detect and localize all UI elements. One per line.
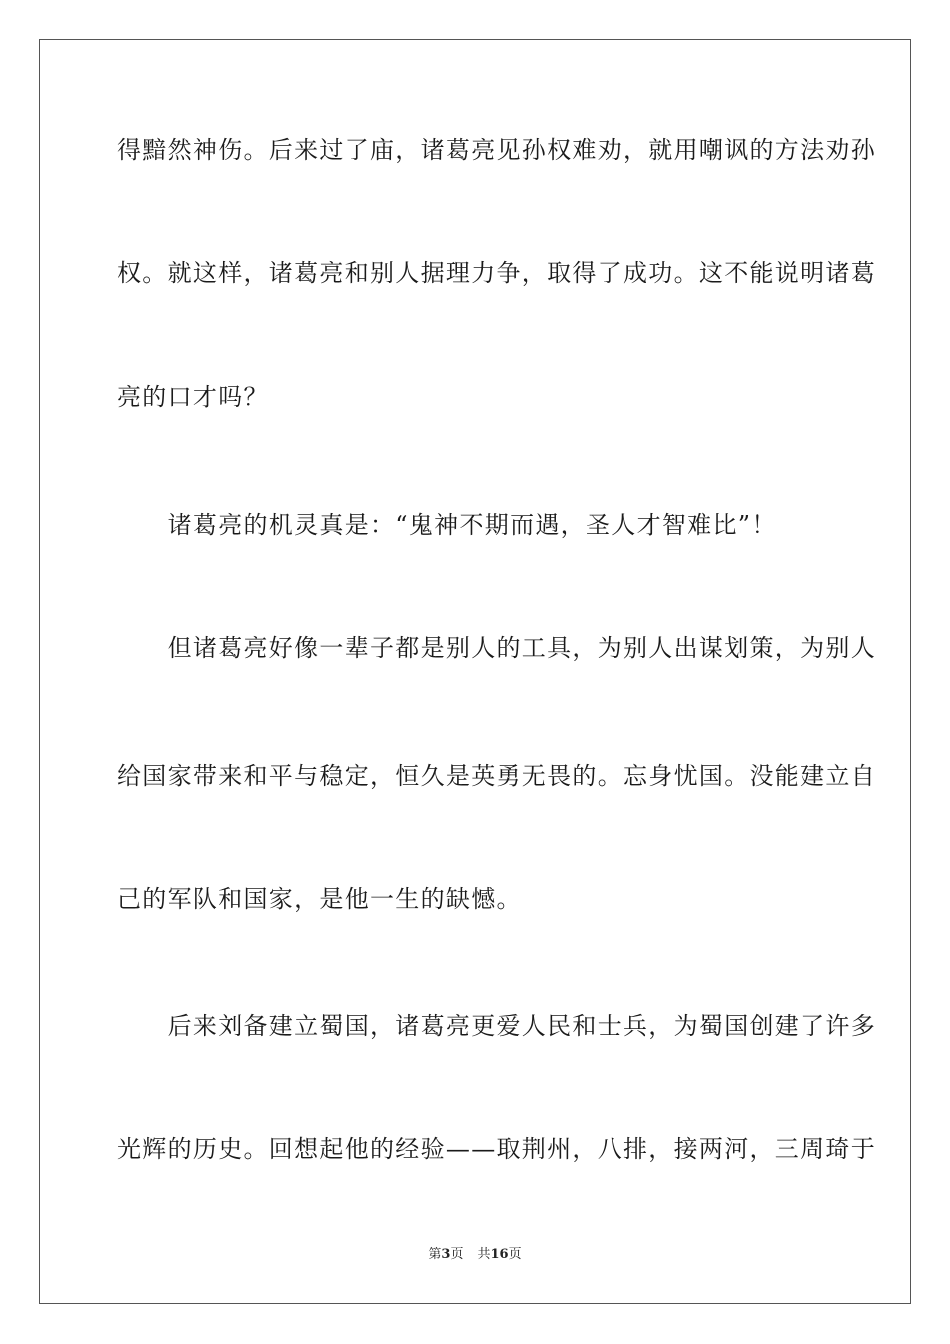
body-text-line: 光辉的历史。回想起他的经验——取荆州，八排，接两河，三周琦于 <box>117 1135 876 1163</box>
page-border <box>39 39 911 1304</box>
page-footer <box>0 1246 950 1264</box>
body-text-line: 后来刘备建立蜀国，诸葛亮更爱人民和士兵，为蜀国创建了许多 <box>117 1012 876 1040</box>
body-text-line: 但诸葛亮好像一辈子都是别人的工具，为别人出谋划策，为别人 <box>117 634 876 662</box>
body-text-line: 权。就这样，诸葛亮和别人据理力争，取得了成功。这不能说明诸葛 <box>117 259 876 287</box>
page-suffix: 页 <box>450 1247 464 1262</box>
body-text-line: 诸葛亮的机灵真是：“鬼神不期而遇，圣人才智难比”！ <box>117 511 777 539</box>
total-page-count: 16 <box>490 1247 509 1262</box>
total-suffix: 页 <box>508 1247 522 1262</box>
page-prefix: 第 <box>428 1247 442 1262</box>
current-page-number: 3 <box>441 1247 451 1262</box>
body-text-line: 得黯然神伤。后来过了庙，诸葛亮见孙权难劝，就用嘲讽的方法劝孙 <box>117 136 876 164</box>
body-text-line: 亮的口才吗？ <box>117 383 269 411</box>
body-text-line: 己的军队和国家，是他一生的缺憾。 <box>117 885 522 913</box>
total-prefix: 共 <box>477 1247 491 1262</box>
body-text-line: 给国家带来和平与稳定，恒久是英勇无畏的。忘身忧国。没能建立自 <box>117 762 876 790</box>
